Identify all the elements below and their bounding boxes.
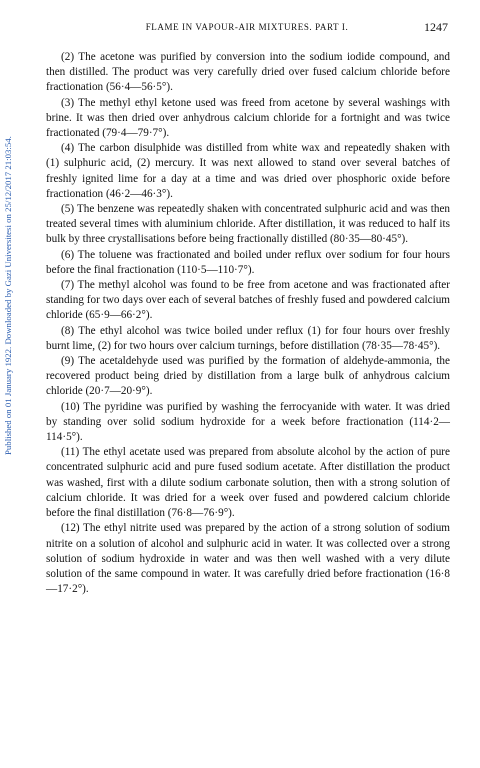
download-watermark: Published on 01 January 1922. Downloaded by Gazi Universitesi on 25/12/2017 21:03:54. <box>3 136 13 456</box>
running-header <box>46 20 448 38</box>
paragraph-pyridine: (10) The pyridine was purified by washing the ferrocyanide with water. It was dried by standing over solid sodium hydroxide for a week before fractionation (114·2—114·5°). <box>46 400 450 444</box>
page-number: 1247 <box>424 20 448 34</box>
paragraph-acetaldehyde: (9) The acetaldehyde used was purified by the formation of aldehyde-ammonia, the recovered product being dried by distillation from a large bulk of anhydrous calcium chloride (20·7—20·9°). <box>46 355 450 398</box>
paragraph-carbon-disulphide: (4) The carbon disulphide was distilled from white wax and repeatedly shaken with (1) sulphuric acid, (2) mercury. It was next allowed to stand over several batches of freshly ignited lime for a day at a time and was dried over phosphoric oxide before fractionation (46·2—46·3°). <box>46 142 450 200</box>
paragraph-ethyl-acetate: (11) The ethyl acetate used was prepared from absolute alcohol by the action of pure concentrated sulphuric acid and pure fused sodium acetate. After distillation the product was washed, first with a dilute sodium carbonate solution, then with a strong solution of calcium chloride. It was dried for a week over fused and powdered calcium chloride before the final distillation (76·8—76·9°). <box>46 446 450 520</box>
paragraph-ethyl-nitrite: (12) The ethyl nitrite used was prepared by the action of a strong solution of sodium nitrite on a solution of alcohol and sulphuric acid in water. It was collected over a strong solution of sodium hydroxide in water and was then well washed with a very dilute solution of the same compound in water. It was carefully dried before fractionation (16·8—17·2°). <box>46 522 450 596</box>
paragraph-methyl-alcohol: (7) The methyl alcohol was found to be free from acetone and was fractionated after standing for two days over each of several batches of freshly fused and powdered calcium chloride (65·9—66·2°). <box>46 279 450 322</box>
paragraph-ethyl-alcohol: (8) The ethyl alcohol was twice boiled under reflux (1) for four hours over freshly burnt lime, (2) for two hours over calcium turnings, before distillation (78·35—78·45°). <box>46 324 450 352</box>
body-text <box>46 50 450 597</box>
paragraph-toluene: (6) The toluene was fractionated and boiled under reflux over sodium for four hours before the final fractionation (110·5—110·7°). <box>46 248 450 276</box>
paragraph-methyl-ethyl-ketone: (3) The methyl ethyl ketone used was freed from acetone by several washings with brine. It was then dried over anhydrous calcium chloride for a fortnight and was twice fractionated (79·4—79·7°). <box>46 96 450 140</box>
paragraph-benzene: (5) The benzene was repeatedly shaken with concentrated sulphuric acid and was then treated several times with aluminium chloride. After distillation, it was reduced to half its bulk by three crystallisations before being fractionally distilled (80·35—80·45°). <box>46 203 450 246</box>
running-title: FLAME IN VAPOUR-AIR MIXTURES. PART I. <box>145 22 349 32</box>
paragraph-acetone: (2) The acetone was purified by conversion into the sodium iodide compound, and then distilled. The product was very carefully dried over fused calcium chloride before fractionation (56·4—56·5°). <box>46 51 450 94</box>
